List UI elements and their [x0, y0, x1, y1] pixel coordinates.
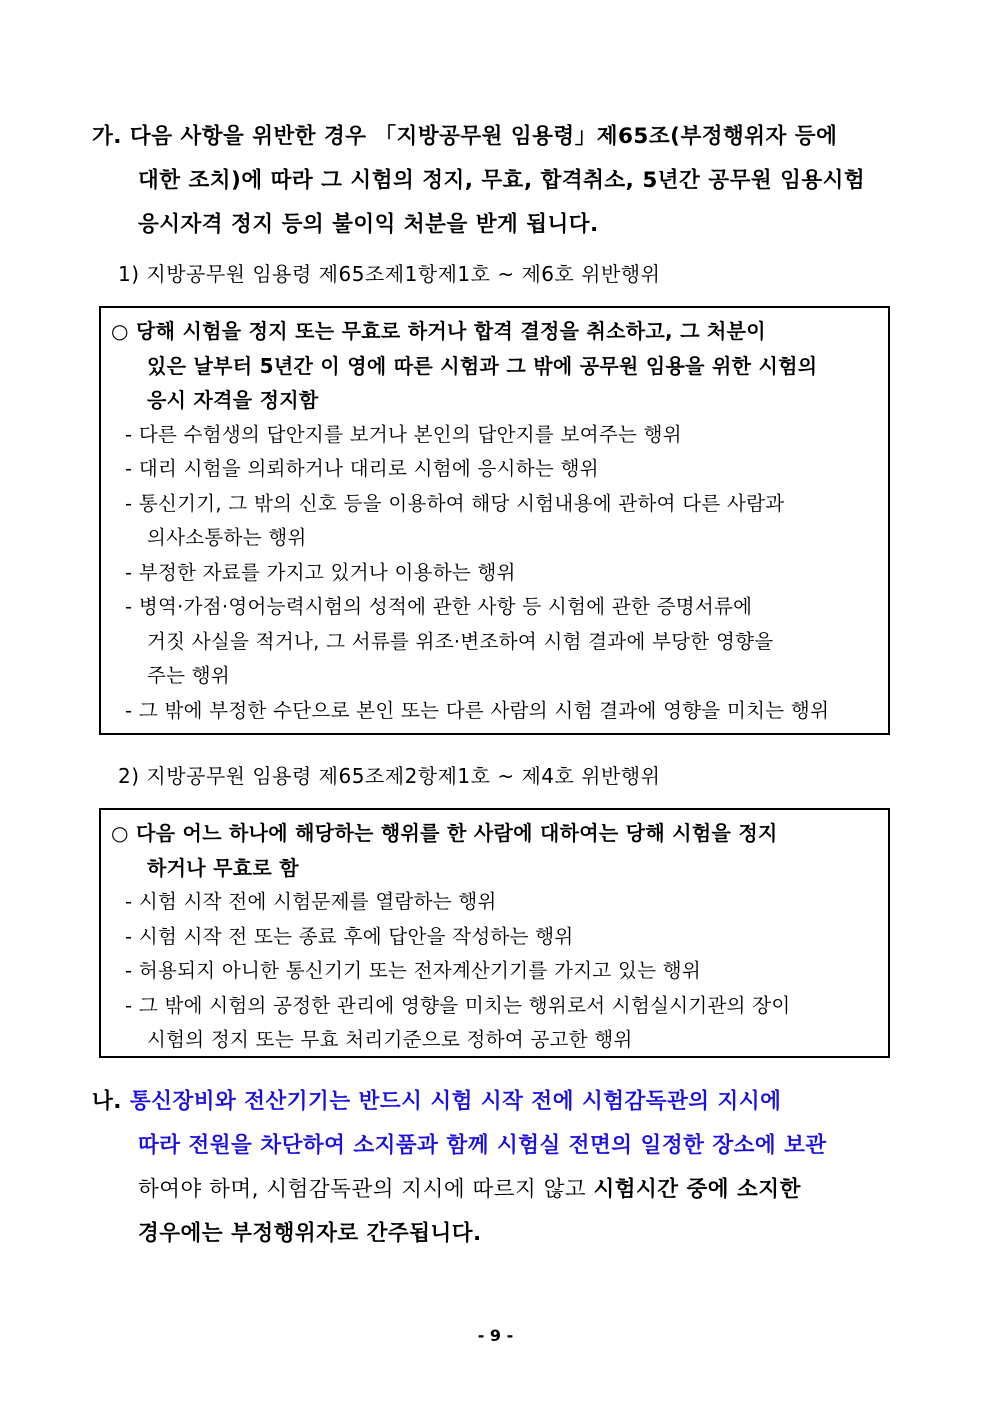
- sub2-box: [99, 808, 890, 1058]
- sub1-box-head-1: ○ 당해 시험을 정지 또는 무효로 하거나 합격 결정을 취소하고, 그 처분이: [111, 319, 766, 343]
- sub2-item-3: - 허용되지 아니한 통신기기 또는 전자계산기기를 가지고 있는 행위: [125, 959, 702, 982]
- section-ga: [92, 115, 897, 247]
- sub2-item-1: - 시험 시작 전에 시험문제를 열람하는 행위: [125, 890, 497, 913]
- sub2-item-4-cont: 시험의 정지 또는 무효 처리기준으로 정하여 공고한 행위: [147, 1028, 633, 1051]
- sub1-item-4: - 부정한 자료를 가지고 있거나 이용하는 행위: [125, 560, 516, 584]
- sub2-item-2: - 시험 시작 전 또는 종료 후에 답안을 작성하는 행위: [125, 924, 574, 948]
- sub1-item-5-cont-2: 주는 행위: [147, 664, 231, 687]
- sub2-box-head-2: 하거나 무효로 함: [147, 855, 299, 880]
- sub1-box-head-3: 응시 자격을 정지함: [147, 388, 319, 412]
- section-ga-line-1: 가. 다음 사항을 위반한 경우 「지방공무원 임용령」제65조(부정행위자 등에: [92, 124, 838, 149]
- section-na-line-4: 경우에는 부정행위자로 간주됩니다.: [138, 1221, 482, 1246]
- sub1-item-1: - 다른 수험생의 답안지를 보거나 본인의 답안지를 보여주는 행위: [125, 422, 682, 446]
- section-na-line-1-text: 통신장비와 전산기기는 반드시 시험 시작 전에 시험감독관의 지시에: [129, 1089, 782, 1114]
- sub1-item-5-cont-1: 거짓 사실을 적거나, 그 서류를 위조·변조하여 시험 결과에 부당한 영향을: [147, 629, 774, 653]
- sub1-title: 1) 지방공무원 임용령 제65조제1항제1호 ~ 제6호 위반행위: [118, 262, 661, 286]
- section-ga-line-3: 응시자격 정지 등의 불이익 처분을 받게 됩니다.: [138, 212, 599, 237]
- sub1-item-5: - 병역·가점·영어능력시험의 성적에 관한 사항 등 시험에 관한 증명서류에: [125, 595, 753, 618]
- section-na-line-3-plain: 하여야 하며, 시험감독관의 지시에 따르지 않고: [138, 1177, 594, 1202]
- section-na-line-3: [92, 1168, 897, 1212]
- sub2-box-head-1: ○ 다음 어느 하나에 해당하는 행위를 한 사람에 대하여는 당해 시험을 정지: [111, 821, 778, 845]
- sub2-item-4: - 그 밖에 시험의 공정한 관리에 영향을 미치는 행위로서 시험실시기관의 장이: [125, 993, 791, 1017]
- section-na-line-2: 따라 전원을 차단하여 소지품과 함께 시험실 전면의 일정한 장소에 보관: [138, 1133, 827, 1158]
- sub1-item-3-cont: 의사소통하는 행위: [147, 526, 307, 549]
- sub1-item-6: - 그 밖에 부정한 수단으로 본인 또는 다른 사람의 시험 결과에 영향을 미치는 행위: [125, 698, 830, 722]
- sub1-box: [99, 306, 890, 735]
- sub1-item-2: - 대리 시험을 의뢰하거나 대리로 시험에 응시하는 행위: [125, 457, 599, 480]
- section-na-line-1: [92, 1080, 897, 1124]
- section-na-line-3-bold: 시험시간 중에 소지한: [593, 1177, 801, 1202]
- sub1-box-head-2: 있은 날부터 5년간 이 영에 따른 시험과 그 밖에 공무원 임용을 위한 시험의: [147, 353, 818, 378]
- sub1-item-3: - 통신기기, 그 밖의 신호 등을 이용하여 해당 시험내용에 관하여 다른 사람과: [125, 491, 785, 515]
- sub2-title: 2) 지방공무원 임용령 제65조제2항제1호 ~ 제4호 위반행위: [118, 764, 661, 788]
- section-na-marker: 나.: [92, 1089, 130, 1114]
- section-na: [92, 1080, 897, 1256]
- page-number: - 9 -: [477, 1326, 514, 1345]
- section-ga-line-2: 대한 조치)에 따라 그 시험의 정지, 무효, 합격취소, 5년간 공무원 임용시험: [138, 168, 866, 193]
